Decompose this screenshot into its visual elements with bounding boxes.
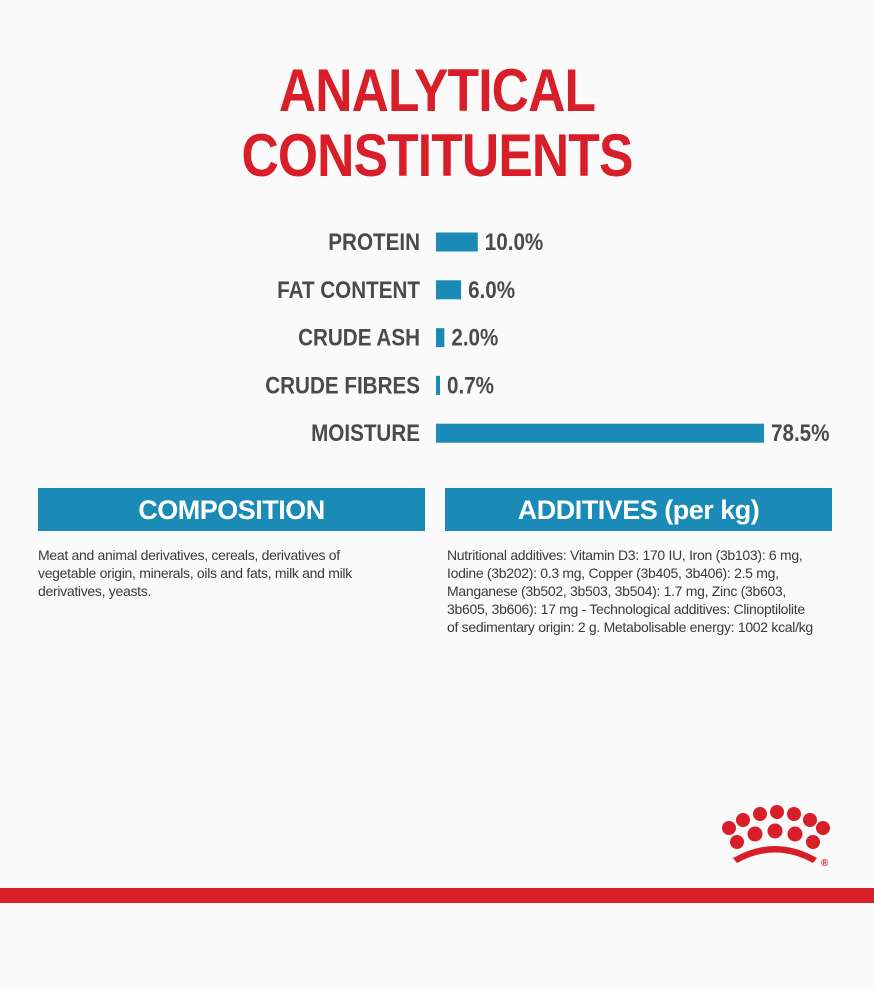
composition-text: Meat and animal derivatives, cereals, derivatives of vegetable origin, minerals, oils and fats, milk and milk derivatives, yeasts. xyxy=(38,547,352,599)
category-label: CRUDE FIBRES xyxy=(265,371,420,399)
value-label: 78.5% xyxy=(771,419,830,447)
category-label: CRUDE ASH xyxy=(298,324,420,351)
value-label: 6.0% xyxy=(468,276,516,304)
registered-mark: ® xyxy=(821,858,829,869)
composition-heading: COMPOSITION xyxy=(38,488,425,531)
composition-panel xyxy=(38,488,425,600)
footer-bar xyxy=(0,888,874,903)
bar xyxy=(436,376,440,395)
additives-heading: ADDITIVES (per kg) xyxy=(445,488,832,531)
bar xyxy=(436,280,461,299)
category-label: PROTEIN xyxy=(328,228,420,256)
bar xyxy=(436,328,444,347)
value-label: 10.0% xyxy=(484,228,544,256)
category-label: FAT CONTENT xyxy=(277,276,420,304)
page-title xyxy=(61,58,813,188)
title-line-1: ANALYTICAL xyxy=(278,57,596,124)
additives-panel xyxy=(445,488,832,636)
additives-text: Nutritional additives: Vitamin D3: 170 IU, Iron (3b103): 6 mg, Iodine (3b202): 0.3 mg, Copper (3b405, 3b406): 2.5 mg, Manganese (3b502, 3b503, 3b504): 1.7 mg, Zinc (3b603, 3b605, 3b606): 17 mg - Technological additives: Clinoptilolite of sedimentary origin: 2 g. Metabolisable energy: 1002 kcal/kg xyxy=(447,547,813,635)
value-label: 0.7% xyxy=(446,371,495,399)
bar xyxy=(436,424,764,443)
value-label: 2.0% xyxy=(451,324,499,351)
bar xyxy=(436,233,478,252)
title-line-2: CONSTITUENTS xyxy=(241,122,633,189)
constituents-bar-chart xyxy=(0,218,874,453)
crown-logo-icon xyxy=(715,800,835,872)
category-label: MOISTURE xyxy=(311,419,420,447)
